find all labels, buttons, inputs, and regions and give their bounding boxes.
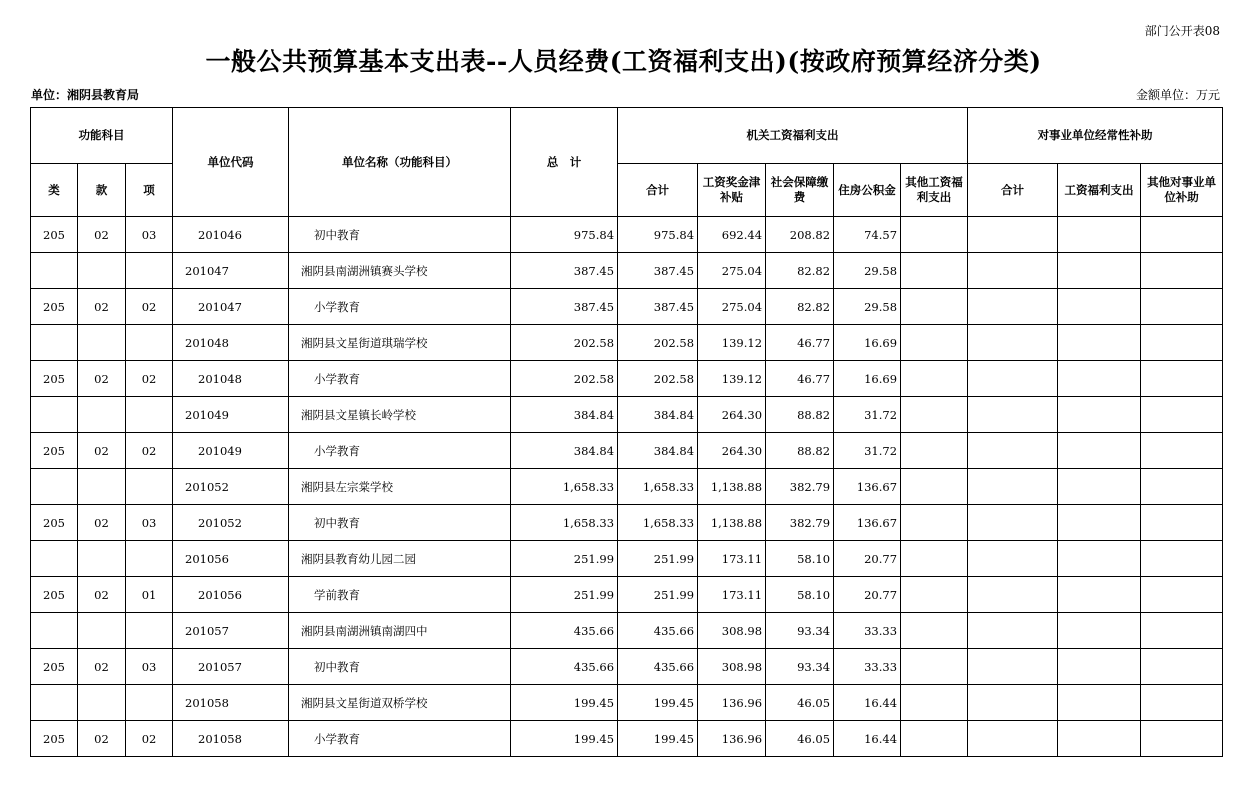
cell-xiang [126, 469, 173, 505]
table-row [31, 361, 1223, 397]
cell-org-social: 93.34 [766, 613, 834, 649]
header-inst-group: 对事业单位经常性补助 [968, 108, 1223, 164]
cell-lei [31, 541, 78, 577]
cell-org-wage: 139.12 [698, 325, 766, 361]
cell-unit-code: 201057 [173, 613, 289, 649]
cell-org-other [901, 577, 968, 613]
page-title: 一般公共预算基本支出表--人员经费(工资福利支出)(按政府预算经济分类) [205, 47, 1042, 76]
cell-org-other [901, 613, 968, 649]
cell-org-other [901, 397, 968, 433]
cell-lei [31, 325, 78, 361]
header-unit-name: 单位名称（功能科目） [289, 108, 511, 217]
cell-xiang [126, 541, 173, 577]
cell-org-social: 93.34 [766, 649, 834, 685]
header-xiang: 项 [126, 164, 173, 217]
cell-inst-wage [1058, 649, 1141, 685]
cell-xiang [126, 685, 173, 721]
table-row [31, 325, 1223, 361]
cell-inst-wage [1058, 721, 1141, 757]
cell-inst-sum [968, 397, 1058, 433]
cell-inst-other [1141, 397, 1223, 433]
cell-unit-code: 201047 [173, 253, 289, 289]
table-row [31, 685, 1223, 721]
cell-xiang: 02 [126, 289, 173, 325]
cell-org-sum: 435.66 [618, 649, 698, 685]
cell-unit-name: 学前教育 [289, 577, 511, 613]
cell-total: 251.99 [511, 541, 618, 577]
cell-org-housing: 33.33 [834, 613, 901, 649]
table-row [31, 397, 1223, 433]
cell-inst-other [1141, 721, 1223, 757]
cell-xiang: 03 [126, 217, 173, 253]
cell-inst-other [1141, 577, 1223, 613]
cell-inst-sum [968, 253, 1058, 289]
header-lei: 类 [31, 164, 78, 217]
cell-inst-other [1141, 505, 1223, 541]
cell-org-wage: 173.11 [698, 541, 766, 577]
header-unit-code: 单位代码 [173, 108, 289, 217]
cell-inst-sum [968, 325, 1058, 361]
cell-org-other [901, 289, 968, 325]
cell-org-other [901, 649, 968, 685]
cell-kuan [78, 397, 126, 433]
cell-kuan: 02 [78, 217, 126, 253]
cell-xiang: 03 [126, 505, 173, 541]
cell-kuan [78, 685, 126, 721]
cell-inst-sum [968, 433, 1058, 469]
cell-kuan: 02 [78, 649, 126, 685]
header-org-sum: 合计 [618, 164, 698, 217]
cell-org-housing: 136.67 [834, 469, 901, 505]
header-inst-wage: 工资福利支出 [1058, 164, 1141, 217]
cell-org-housing: 136.67 [834, 505, 901, 541]
cell-lei: 205 [31, 505, 78, 541]
cell-org-other [901, 217, 968, 253]
table-row [31, 505, 1223, 541]
cell-inst-wage [1058, 433, 1141, 469]
cell-lei: 205 [31, 649, 78, 685]
table-row [31, 541, 1223, 577]
cell-org-wage: 1,138.88 [698, 505, 766, 541]
cell-kuan [78, 541, 126, 577]
header-org-other: 其他工资福利支出 [901, 164, 968, 217]
cell-inst-wage [1058, 613, 1141, 649]
cell-org-housing: 29.58 [834, 253, 901, 289]
cell-org-social: 382.79 [766, 505, 834, 541]
cell-unit-code: 201047 [173, 289, 289, 325]
cell-unit-code: 201056 [173, 541, 289, 577]
cell-inst-wage [1058, 289, 1141, 325]
cell-total: 202.58 [511, 361, 618, 397]
cell-inst-sum [968, 577, 1058, 613]
cell-unit-code: 201049 [173, 397, 289, 433]
cell-inst-other [1141, 433, 1223, 469]
cell-xiang: 02 [126, 433, 173, 469]
cell-lei: 205 [31, 433, 78, 469]
cell-unit-name: 湘阴县教育幼儿园二园 [289, 541, 511, 577]
cell-unit-code: 201056 [173, 577, 289, 613]
cell-org-wage: 308.98 [698, 613, 766, 649]
header-org-wage: 工资奖金津补贴 [698, 164, 766, 217]
cell-org-housing: 20.77 [834, 577, 901, 613]
cell-inst-other [1141, 613, 1223, 649]
cell-lei [31, 397, 78, 433]
header-func-subject: 功能科目 [31, 108, 173, 164]
cell-kuan [78, 253, 126, 289]
cell-org-wage: 136.96 [698, 685, 766, 721]
cell-org-other [901, 721, 968, 757]
cell-org-sum: 435.66 [618, 613, 698, 649]
cell-unit-name: 湘阴县文星街道琪瑞学校 [289, 325, 511, 361]
cell-org-social: 382.79 [766, 469, 834, 505]
cell-total: 387.45 [511, 289, 618, 325]
cell-total: 384.84 [511, 433, 618, 469]
cell-unit-name: 湘阴县文星镇长岭学校 [289, 397, 511, 433]
cell-inst-other [1141, 469, 1223, 505]
cell-inst-wage [1058, 685, 1141, 721]
cell-org-social: 82.82 [766, 289, 834, 325]
header-inst-sum: 合计 [968, 164, 1058, 217]
cell-total: 199.45 [511, 721, 618, 757]
cell-lei: 205 [31, 217, 78, 253]
cell-org-social: 46.05 [766, 721, 834, 757]
cell-org-wage: 308.98 [698, 649, 766, 685]
unit-label: 单位：湘阴县教育局 [31, 88, 140, 102]
cell-unit-name: 小学教育 [289, 361, 511, 397]
cell-kuan [78, 469, 126, 505]
cell-org-other [901, 541, 968, 577]
cell-kuan: 02 [78, 721, 126, 757]
table-row [31, 469, 1223, 505]
cell-unit-name: 湘阴县南湖洲镇南湖四中 [289, 613, 511, 649]
header-org-group: 机关工资福利支出 [618, 108, 968, 164]
cell-xiang [126, 613, 173, 649]
header-kuan: 款 [78, 164, 126, 217]
cell-org-social: 208.82 [766, 217, 834, 253]
cell-org-wage: 275.04 [698, 253, 766, 289]
cell-lei [31, 685, 78, 721]
cell-unit-code: 201058 [173, 685, 289, 721]
header-inst-other: 其他对事业单位补助 [1141, 164, 1223, 217]
cell-unit-name: 初中教育 [289, 505, 511, 541]
cell-org-social: 82.82 [766, 253, 834, 289]
cell-lei: 205 [31, 721, 78, 757]
cell-inst-sum [968, 469, 1058, 505]
table-row [31, 649, 1223, 685]
cell-org-sum: 384.84 [618, 433, 698, 469]
cell-inst-other [1141, 289, 1223, 325]
cell-org-wage: 275.04 [698, 289, 766, 325]
cell-org-housing: 20.77 [834, 541, 901, 577]
cell-inst-other [1141, 253, 1223, 289]
cell-lei [31, 469, 78, 505]
cell-kuan: 02 [78, 289, 126, 325]
cell-org-housing: 16.44 [834, 685, 901, 721]
cell-total: 1,658.33 [511, 505, 618, 541]
cell-inst-wage [1058, 541, 1141, 577]
budget-table [30, 107, 1223, 757]
cell-unit-name: 初中教育 [289, 217, 511, 253]
cell-inst-wage [1058, 253, 1141, 289]
cell-unit-code: 201057 [173, 649, 289, 685]
cell-kuan: 02 [78, 577, 126, 613]
cell-org-social: 58.10 [766, 577, 834, 613]
cell-org-social: 46.05 [766, 685, 834, 721]
cell-inst-other [1141, 325, 1223, 361]
cell-unit-code: 201046 [173, 217, 289, 253]
cell-org-other [901, 325, 968, 361]
cell-total: 435.66 [511, 649, 618, 685]
cell-org-wage: 139.12 [698, 361, 766, 397]
table-row [31, 613, 1223, 649]
cell-total: 384.84 [511, 397, 618, 433]
cell-org-other [901, 253, 968, 289]
cell-unit-code: 201048 [173, 361, 289, 397]
cell-org-sum: 1,658.33 [618, 505, 698, 541]
cell-org-sum: 251.99 [618, 541, 698, 577]
cell-org-housing: 16.44 [834, 721, 901, 757]
cell-lei: 205 [31, 361, 78, 397]
cell-org-other [901, 361, 968, 397]
cell-org-housing: 31.72 [834, 397, 901, 433]
cell-xiang [126, 253, 173, 289]
cell-org-sum: 1,658.33 [618, 469, 698, 505]
cell-org-sum: 202.58 [618, 361, 698, 397]
cell-org-wage: 173.11 [698, 577, 766, 613]
cell-unit-code: 201052 [173, 469, 289, 505]
cell-inst-other [1141, 217, 1223, 253]
cell-xiang: 02 [126, 361, 173, 397]
cell-unit-name: 湘阴县文星街道双桥学校 [289, 685, 511, 721]
cell-org-wage: 136.96 [698, 721, 766, 757]
cell-total: 199.45 [511, 685, 618, 721]
cell-org-sum: 384.84 [618, 397, 698, 433]
cell-org-housing: 29.58 [834, 289, 901, 325]
header-org-housing: 住房公积金 [834, 164, 901, 217]
cell-total: 1,658.33 [511, 469, 618, 505]
cell-org-sum: 251.99 [618, 577, 698, 613]
header-org-social: 社会保障缴费 [766, 164, 834, 217]
cell-inst-wage [1058, 325, 1141, 361]
cell-org-wage: 264.30 [698, 433, 766, 469]
cell-total: 975.84 [511, 217, 618, 253]
cell-unit-code: 201058 [173, 721, 289, 757]
cell-lei: 205 [31, 289, 78, 325]
cell-inst-sum [968, 685, 1058, 721]
cell-lei [31, 253, 78, 289]
table-row [31, 721, 1223, 757]
form-number: 部门公开表08 [1144, 24, 1220, 38]
cell-org-housing: 31.72 [834, 433, 901, 469]
cell-org-social: 46.77 [766, 361, 834, 397]
cell-inst-sum [968, 721, 1058, 757]
cell-inst-wage [1058, 361, 1141, 397]
cell-unit-name: 小学教育 [289, 289, 511, 325]
header-total: 总 计 [511, 108, 618, 217]
cell-unit-name: 小学教育 [289, 721, 511, 757]
cell-org-sum: 199.45 [618, 721, 698, 757]
cell-org-wage: 692.44 [698, 217, 766, 253]
cell-inst-wage [1058, 217, 1141, 253]
cell-inst-sum [968, 505, 1058, 541]
cell-org-other [901, 433, 968, 469]
cell-org-housing: 16.69 [834, 325, 901, 361]
cell-inst-sum [968, 361, 1058, 397]
cell-inst-sum [968, 649, 1058, 685]
amount-unit-label: 金额单位：万元 [1135, 88, 1220, 102]
cell-total: 435.66 [511, 613, 618, 649]
cell-unit-name: 湘阴县南湖洲镇赛头学校 [289, 253, 511, 289]
cell-lei [31, 613, 78, 649]
cell-org-sum: 975.84 [618, 217, 698, 253]
cell-inst-other [1141, 361, 1223, 397]
table-row [31, 217, 1223, 253]
cell-inst-other [1141, 649, 1223, 685]
cell-unit-name: 湘阴县左宗棠学校 [289, 469, 511, 505]
cell-total: 251.99 [511, 577, 618, 613]
cell-org-sum: 387.45 [618, 289, 698, 325]
cell-org-social: 58.10 [766, 541, 834, 577]
cell-xiang [126, 325, 173, 361]
cell-xiang [126, 397, 173, 433]
cell-org-wage: 1,138.88 [698, 469, 766, 505]
cell-org-social: 88.82 [766, 397, 834, 433]
cell-org-housing: 33.33 [834, 649, 901, 685]
cell-unit-name: 初中教育 [289, 649, 511, 685]
cell-inst-sum [968, 613, 1058, 649]
cell-kuan: 02 [78, 361, 126, 397]
cell-org-social: 46.77 [766, 325, 834, 361]
cell-org-sum: 387.45 [618, 253, 698, 289]
cell-org-sum: 202.58 [618, 325, 698, 361]
cell-inst-other [1141, 685, 1223, 721]
cell-inst-other [1141, 541, 1223, 577]
cell-inst-sum [968, 217, 1058, 253]
cell-inst-sum [968, 289, 1058, 325]
cell-org-other [901, 685, 968, 721]
cell-kuan [78, 613, 126, 649]
cell-inst-wage [1058, 505, 1141, 541]
cell-inst-sum [968, 541, 1058, 577]
cell-org-other [901, 469, 968, 505]
cell-kuan: 02 [78, 433, 126, 469]
cell-unit-code: 201048 [173, 325, 289, 361]
table-row [31, 253, 1223, 289]
cell-unit-name: 小学教育 [289, 433, 511, 469]
cell-org-sum: 199.45 [618, 685, 698, 721]
cell-total: 202.58 [511, 325, 618, 361]
cell-inst-wage [1058, 397, 1141, 433]
cell-xiang: 02 [126, 721, 173, 757]
cell-xiang: 01 [126, 577, 173, 613]
cell-org-other [901, 505, 968, 541]
cell-org-wage: 264.30 [698, 397, 766, 433]
cell-inst-wage [1058, 577, 1141, 613]
cell-xiang: 03 [126, 649, 173, 685]
cell-total: 387.45 [511, 253, 618, 289]
cell-org-social: 88.82 [766, 433, 834, 469]
cell-unit-code: 201049 [173, 433, 289, 469]
cell-unit-code: 201052 [173, 505, 289, 541]
table-row [31, 289, 1223, 325]
cell-org-housing: 74.57 [834, 217, 901, 253]
cell-kuan [78, 325, 126, 361]
table-row [31, 433, 1223, 469]
cell-inst-wage [1058, 469, 1141, 505]
cell-kuan: 02 [78, 505, 126, 541]
table-row [31, 577, 1223, 613]
cell-org-housing: 16.69 [834, 361, 901, 397]
cell-lei: 205 [31, 577, 78, 613]
